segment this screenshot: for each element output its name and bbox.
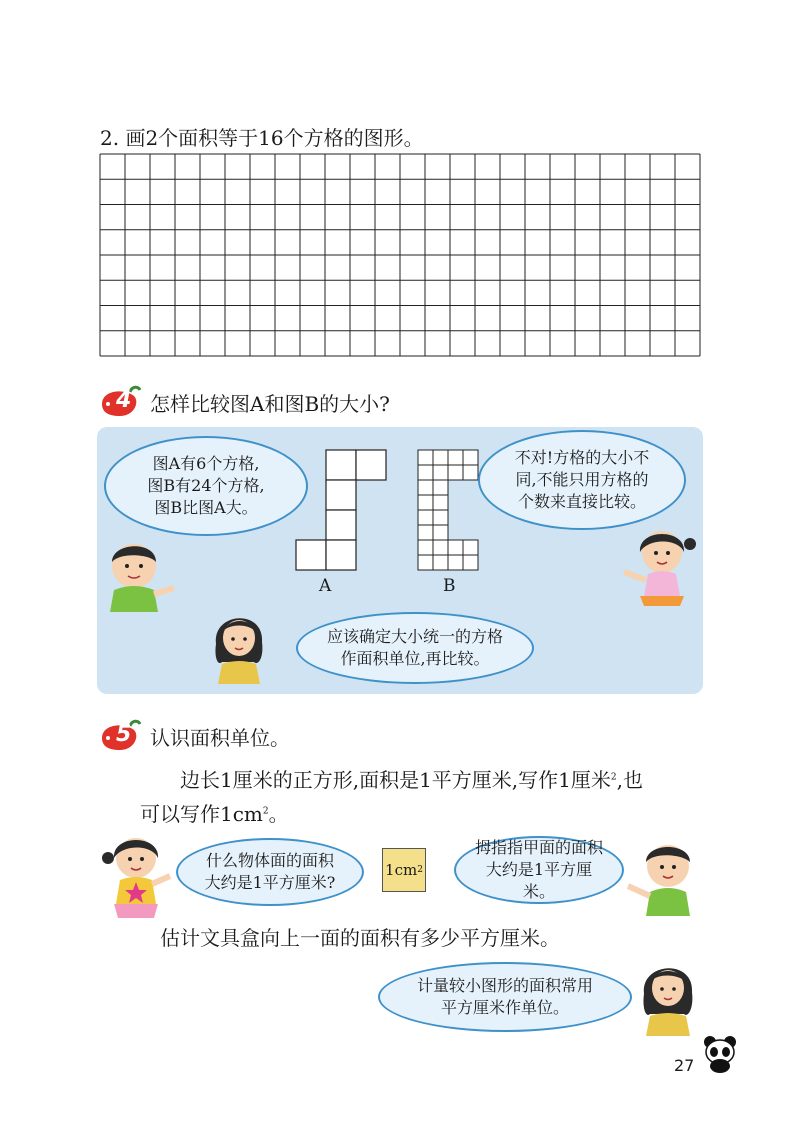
figure-b-cell xyxy=(433,555,448,570)
bubble-line: 图B有24个方格, xyxy=(147,476,265,495)
bubble-line: 大约是1平方厘米? xyxy=(204,873,336,892)
label-b: B xyxy=(443,576,456,596)
girl-illustration xyxy=(618,520,702,610)
figure-b-cell xyxy=(433,510,448,525)
superscript: 2 xyxy=(610,772,617,783)
bubble-line: 不对!方格的大小不 xyxy=(514,448,650,467)
bubble-line: 图B比图A大。 xyxy=(154,498,258,517)
superscript: 2 xyxy=(262,806,269,817)
figure-b-cell xyxy=(418,480,433,495)
bubble-line: 同,不能只用方格的 xyxy=(515,470,649,489)
speech-bubble-boy xyxy=(104,436,308,536)
figure-a xyxy=(296,450,386,570)
figure-b xyxy=(418,450,478,570)
figures-a-b xyxy=(295,447,495,577)
figure-b-cell xyxy=(418,525,433,540)
text: 可以写作1cm xyxy=(140,802,263,826)
text: 。 xyxy=(268,802,289,826)
figure-b-cell xyxy=(418,465,433,480)
superscript: 2 xyxy=(417,865,423,875)
bubble-line: 图A有6个方格, xyxy=(152,454,260,473)
figure-b-cell xyxy=(433,495,448,510)
teacher-q5-illustration xyxy=(636,952,700,1036)
estimate-question: 估计文具盒向上一面的面积有多少平方厘米。 xyxy=(160,926,560,950)
figure-b-cell xyxy=(433,525,448,540)
bubble-line: 作面积单位,再比较。 xyxy=(340,649,490,668)
bubble-line: 应该确定大小统一的方格 xyxy=(326,627,503,646)
label-a: A xyxy=(319,576,332,596)
panda-icon xyxy=(700,1034,740,1074)
figure-b-cell xyxy=(433,540,448,555)
q5-title: 认识面积单位。 xyxy=(150,726,290,750)
bubble-line: 平方厘米作单位。 xyxy=(440,998,569,1017)
speech-bubble-girl xyxy=(478,430,686,530)
figure-b-cell xyxy=(448,450,463,465)
speech-bubble-girl-q5 xyxy=(176,838,364,906)
figure-b-cell xyxy=(448,555,463,570)
figure-b-cell xyxy=(418,495,433,510)
bubble-line: 计量较小图形的面积常用 xyxy=(416,976,593,995)
speech-bubble-teacher xyxy=(296,612,534,684)
figure-b-cell xyxy=(433,480,448,495)
q4-question: 怎样比较图A和图B的大小? xyxy=(150,392,390,416)
unit-text: 1cm xyxy=(385,861,418,879)
square-centimeter-box xyxy=(382,848,426,892)
figure-b-cell xyxy=(448,465,463,480)
q2-title: 2. 画2个面积等于16个方格的图形。 xyxy=(100,126,424,150)
q5-text-line1 xyxy=(180,764,643,793)
bubble-line: 个数来直接比较。 xyxy=(517,492,646,511)
bubble-line: 什么物体面的面积 xyxy=(205,851,334,870)
figure-b-cell xyxy=(463,555,478,570)
bubble-line: 大约是1平方厘米。 xyxy=(485,860,593,901)
figure-b-cell xyxy=(463,465,478,480)
question-5-number: 5 xyxy=(116,722,132,747)
figure-b-cell xyxy=(433,450,448,465)
figure-b-cell xyxy=(448,540,463,555)
text: ,也 xyxy=(616,768,643,792)
teacher-illustration xyxy=(208,602,270,684)
figure-b-cell xyxy=(463,450,478,465)
q5-text-line2 xyxy=(140,798,289,827)
text: 边长1厘米的正方形,面积是1平方厘米,写作1厘米 xyxy=(180,768,611,792)
square-grid xyxy=(98,152,702,358)
boy-illustration xyxy=(98,532,178,612)
question-4-number: 4 xyxy=(116,388,132,413)
figure-b-cell xyxy=(418,540,433,555)
speech-bubble-teacher-q5 xyxy=(378,962,632,1032)
figure-b-cell xyxy=(418,510,433,525)
speech-bubble-boy-q5 xyxy=(454,836,624,904)
question-5-badge xyxy=(94,716,144,756)
question-4-badge xyxy=(94,382,144,422)
boy-thumb-illustration xyxy=(622,834,702,916)
bubble-line: 拇指指甲面的面积 xyxy=(474,838,603,857)
figure-b-cell xyxy=(418,450,433,465)
figure-b-cell xyxy=(418,555,433,570)
figure-b-cell xyxy=(433,465,448,480)
page-number: 27 xyxy=(674,1056,695,1075)
figure-b-cell xyxy=(463,540,478,555)
girl-star-illustration xyxy=(96,828,176,922)
